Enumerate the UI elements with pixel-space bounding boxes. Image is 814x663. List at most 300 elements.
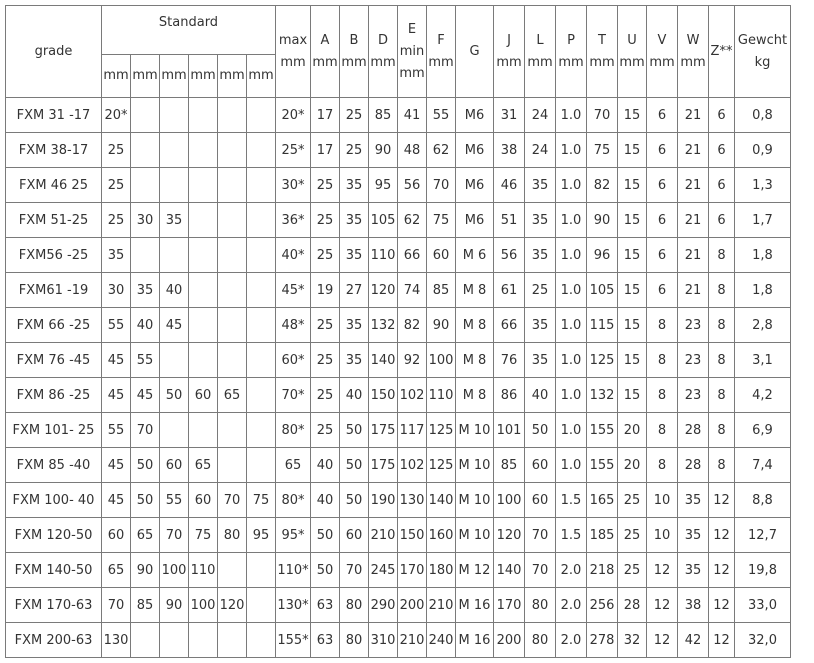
table-cell — [218, 448, 247, 483]
table-cell — [247, 203, 276, 238]
table-cell: 8 — [709, 238, 735, 273]
table-cell — [131, 168, 160, 203]
table-cell: 6 — [709, 133, 735, 168]
table-cell: 25 — [311, 168, 340, 203]
table-cell: 15 — [618, 168, 647, 203]
table-cell: 55 — [160, 483, 189, 518]
table-cell — [218, 343, 247, 378]
table-cell: 56 — [398, 168, 427, 203]
table-cell: 35 — [525, 168, 556, 203]
table-cell: 110 — [189, 553, 218, 588]
table-cell — [218, 133, 247, 168]
table-cell: 36* — [276, 203, 311, 238]
table-cell: 15 — [618, 343, 647, 378]
table-cell: 75 — [587, 133, 618, 168]
table-cell: 4,2 — [735, 378, 791, 413]
table-cell — [189, 623, 218, 658]
table-cell: M 8 — [456, 273, 494, 308]
table-cell — [247, 448, 276, 483]
table-cell: 0,8 — [735, 98, 791, 133]
table-cell: 85 — [369, 98, 398, 133]
table-cell: 21 — [678, 238, 709, 273]
table-cell: 1.0 — [556, 343, 587, 378]
table-cell: 6 — [709, 98, 735, 133]
table-cell — [131, 133, 160, 168]
table-cell — [247, 623, 276, 658]
table-cell: 55 — [131, 343, 160, 378]
table-cell: 40 — [311, 448, 340, 483]
table-cell — [189, 238, 218, 273]
table-cell: 12 — [647, 588, 678, 623]
table-cell: M 8 — [456, 343, 494, 378]
table-cell: 117 — [398, 413, 427, 448]
table-cell: 65 — [102, 553, 131, 588]
table-cell: 15 — [618, 98, 647, 133]
table-cell: 10 — [647, 483, 678, 518]
table-cell: 125 — [427, 448, 456, 483]
table-cell: 3,1 — [735, 343, 791, 378]
table-cell: 86 — [494, 378, 525, 413]
table-cell: 61 — [494, 273, 525, 308]
table-cell: 21 — [678, 168, 709, 203]
table-body — [6, 98, 791, 658]
table-row — [6, 238, 791, 273]
table-cell: 63 — [311, 588, 340, 623]
table-cell — [160, 343, 189, 378]
table-cell: 155 — [587, 448, 618, 483]
table-cell — [247, 98, 276, 133]
table-cell: 21 — [678, 273, 709, 308]
table-cell: M 6 — [456, 238, 494, 273]
table-cell: 218 — [587, 553, 618, 588]
table-row — [6, 98, 791, 133]
grade-cell: FXM 120-50 — [6, 518, 102, 553]
table-cell: 8 — [647, 308, 678, 343]
table-cell: 290 — [369, 588, 398, 623]
table-cell: 70 — [160, 518, 189, 553]
table-cell: 65 — [131, 518, 160, 553]
table-cell: 105 — [369, 203, 398, 238]
table-cell: 1.0 — [556, 273, 587, 308]
table-cell: 70 — [218, 483, 247, 518]
table-cell: 60 — [189, 483, 218, 518]
table-cell — [218, 238, 247, 273]
table-cell: 6 — [647, 203, 678, 238]
table-cell: M 10 — [456, 483, 494, 518]
table-cell: 35 — [678, 483, 709, 518]
header-z: Z** — [709, 6, 735, 98]
table-cell: 8 — [647, 378, 678, 413]
table-cell: 105 — [587, 273, 618, 308]
table-cell: 12 — [709, 553, 735, 588]
table-cell: 245 — [369, 553, 398, 588]
table-cell: M 10 — [456, 518, 494, 553]
table-cell: 30 — [131, 203, 160, 238]
table-cell: 55 — [102, 308, 131, 343]
table-cell: 1.5 — [556, 518, 587, 553]
table-cell: 48 — [398, 133, 427, 168]
table-cell: 65 — [189, 448, 218, 483]
table-cell: M 16 — [456, 588, 494, 623]
table-cell: 8 — [709, 448, 735, 483]
table-cell: 110* — [276, 553, 311, 588]
grade-cell: FXM 51-25 — [6, 203, 102, 238]
table-cell — [247, 133, 276, 168]
table-cell — [160, 623, 189, 658]
table-cell: 35 — [340, 168, 369, 203]
table-cell — [247, 238, 276, 273]
grade-cell: FXM 140-50 — [6, 553, 102, 588]
table-cell: 38 — [494, 133, 525, 168]
table-cell: 24 — [525, 98, 556, 133]
table-cell — [247, 308, 276, 343]
table-cell: 125 — [587, 343, 618, 378]
header-std-unit: mm — [247, 55, 276, 98]
table-cell: M6 — [456, 203, 494, 238]
table-cell: 1.0 — [556, 98, 587, 133]
table-cell: 25 — [618, 553, 647, 588]
table-cell: 45 — [160, 308, 189, 343]
table-cell: 23 — [678, 308, 709, 343]
table-cell — [218, 413, 247, 448]
table-cell: 40 — [160, 273, 189, 308]
table-cell: 35 — [102, 238, 131, 273]
header-f: F mm — [427, 6, 456, 98]
table-cell: 130 — [102, 623, 131, 658]
table-cell: 6 — [709, 203, 735, 238]
table-cell — [131, 238, 160, 273]
table-cell: 70 — [340, 553, 369, 588]
table-cell: 1.0 — [556, 238, 587, 273]
grade-cell: FXM 38-17 — [6, 133, 102, 168]
table-row — [6, 378, 791, 413]
table-cell: 85 — [131, 588, 160, 623]
table-cell: 1,8 — [735, 273, 791, 308]
table-cell: 35 — [340, 308, 369, 343]
header-standard: Standard — [102, 6, 276, 55]
grade-cell: FXM56 -25 — [6, 238, 102, 273]
table-cell: 6 — [647, 238, 678, 273]
table-cell: 95* — [276, 518, 311, 553]
table-cell: 120 — [369, 273, 398, 308]
table-cell: 17 — [311, 98, 340, 133]
table-cell: 1.0 — [556, 133, 587, 168]
table-cell: 25 — [340, 98, 369, 133]
table-cell: 110 — [369, 238, 398, 273]
header-row-1 — [6, 6, 791, 55]
table-cell: 31 — [494, 98, 525, 133]
table-cell: 35 — [525, 238, 556, 273]
table-cell: 155* — [276, 623, 311, 658]
table-cell: 82 — [587, 168, 618, 203]
table-cell: 200 — [398, 588, 427, 623]
table-cell: 46 — [494, 168, 525, 203]
table-cell: 15 — [618, 378, 647, 413]
table-cell: 25 — [311, 308, 340, 343]
table-cell: 15 — [618, 308, 647, 343]
grade-cell: FXM 200-63 — [6, 623, 102, 658]
table-cell: 130 — [398, 483, 427, 518]
table-cell: 48* — [276, 308, 311, 343]
table-cell: 12 — [709, 623, 735, 658]
table-cell: 66 — [494, 308, 525, 343]
table-cell: 278 — [587, 623, 618, 658]
table-cell: 32 — [618, 623, 647, 658]
table-cell: M6 — [456, 168, 494, 203]
table-cell: 100 — [160, 553, 189, 588]
table-cell — [189, 203, 218, 238]
table-cell — [247, 413, 276, 448]
table-cell: 19,8 — [735, 553, 791, 588]
table-cell — [247, 553, 276, 588]
table-cell: M6 — [456, 133, 494, 168]
table-cell: 75 — [427, 203, 456, 238]
table-cell: 90 — [131, 553, 160, 588]
table-cell: 80 — [340, 623, 369, 658]
table-cell: 6 — [709, 168, 735, 203]
table-row — [6, 553, 791, 588]
table-cell: 38 — [678, 588, 709, 623]
table-cell — [189, 133, 218, 168]
header-std-unit: mm — [218, 55, 247, 98]
table-cell: 80 — [525, 588, 556, 623]
table-cell: 21 — [678, 133, 709, 168]
table-cell: 45 — [102, 483, 131, 518]
header-weight: Gewcht kg — [735, 6, 791, 98]
grade-cell: FXM 86 -25 — [6, 378, 102, 413]
table-row — [6, 168, 791, 203]
header-v: V mm — [647, 6, 678, 98]
table-row — [6, 448, 791, 483]
table-cell: 25 — [618, 518, 647, 553]
table-cell: 70 — [587, 98, 618, 133]
table-cell: 51 — [494, 203, 525, 238]
table-cell: 140 — [494, 553, 525, 588]
table-cell — [189, 308, 218, 343]
table-row — [6, 308, 791, 343]
table-cell: 35 — [160, 203, 189, 238]
table-cell: 210 — [398, 623, 427, 658]
grade-cell: FXM 85 -40 — [6, 448, 102, 483]
grade-cell: FXM 170-63 — [6, 588, 102, 623]
table-cell: 160 — [427, 518, 456, 553]
table-cell: 70 — [525, 553, 556, 588]
table-cell: 23 — [678, 378, 709, 413]
header-e: E min mm — [398, 6, 427, 98]
table-cell: 65 — [218, 378, 247, 413]
table-row — [6, 518, 791, 553]
table-cell: 25 — [102, 203, 131, 238]
table-cell: 45 — [102, 448, 131, 483]
table-cell: 170 — [398, 553, 427, 588]
grade-cell: FXM 101- 25 — [6, 413, 102, 448]
table-cell: 256 — [587, 588, 618, 623]
table-cell: 62 — [427, 133, 456, 168]
table-cell: 80 — [218, 518, 247, 553]
table-cell: 2.0 — [556, 588, 587, 623]
table-cell: 15 — [618, 133, 647, 168]
table-cell: 75 — [247, 483, 276, 518]
table-cell: 40 — [131, 308, 160, 343]
header-std-unit: mm — [189, 55, 218, 98]
table-cell: 19 — [311, 273, 340, 308]
table-cell: 55 — [102, 413, 131, 448]
header-g: G — [456, 6, 494, 98]
table-cell: 12 — [709, 588, 735, 623]
table-cell: 92 — [398, 343, 427, 378]
table-cell: 80* — [276, 483, 311, 518]
table-cell: 24 — [525, 133, 556, 168]
table-cell: 25 — [311, 413, 340, 448]
table-cell — [218, 553, 247, 588]
table-cell: 115 — [587, 308, 618, 343]
table-cell: 21 — [678, 203, 709, 238]
table-cell: 85 — [427, 273, 456, 308]
table-cell: 60 — [160, 448, 189, 483]
table-cell — [189, 98, 218, 133]
table-cell: 15 — [618, 238, 647, 273]
table-cell: 102 — [398, 378, 427, 413]
table-cell: 50 — [340, 448, 369, 483]
table-cell: 50 — [340, 413, 369, 448]
header-w: W mm — [678, 6, 709, 98]
table-row — [6, 273, 791, 308]
table-cell: 20 — [618, 448, 647, 483]
table-cell — [218, 273, 247, 308]
table-row — [6, 588, 791, 623]
table-cell: 20 — [618, 413, 647, 448]
header-p: P mm — [556, 6, 587, 98]
table-cell: 66 — [398, 238, 427, 273]
table-cell: 74 — [398, 273, 427, 308]
table-cell: M 10 — [456, 413, 494, 448]
table-cell: 50 — [311, 518, 340, 553]
table-cell: 23 — [678, 343, 709, 378]
table-cell: 132 — [369, 308, 398, 343]
table-cell — [189, 343, 218, 378]
table-cell: 70 — [131, 413, 160, 448]
table-cell: 90 — [369, 133, 398, 168]
table-cell: 1,8 — [735, 238, 791, 273]
table-cell: 12 — [647, 553, 678, 588]
table-row — [6, 483, 791, 518]
header-j: J mm — [494, 6, 525, 98]
table-cell — [189, 168, 218, 203]
table-cell: 28 — [678, 413, 709, 448]
table-cell: 101 — [494, 413, 525, 448]
table-cell: 310 — [369, 623, 398, 658]
table-cell: 45* — [276, 273, 311, 308]
table-cell — [218, 168, 247, 203]
grade-cell: FXM 31 -17 — [6, 98, 102, 133]
table-cell: 65 — [276, 448, 311, 483]
table-cell: 20* — [102, 98, 131, 133]
table-cell: 45 — [102, 343, 131, 378]
table-cell: 50 — [160, 378, 189, 413]
table-cell: 210 — [369, 518, 398, 553]
table-cell: 25 — [102, 133, 131, 168]
table-cell: 35 — [525, 308, 556, 343]
header-l: L mm — [525, 6, 556, 98]
table-cell: 70 — [525, 518, 556, 553]
table-cell — [189, 273, 218, 308]
table-cell: 90 — [427, 308, 456, 343]
table-cell: 1.0 — [556, 203, 587, 238]
table-cell: M 10 — [456, 448, 494, 483]
table-cell: 25 — [340, 133, 369, 168]
table-cell: 70 — [102, 588, 131, 623]
table-cell: 10 — [647, 518, 678, 553]
table-cell: M 8 — [456, 308, 494, 343]
table-cell: 60 — [525, 483, 556, 518]
table-cell: 20* — [276, 98, 311, 133]
table-cell: 15 — [618, 203, 647, 238]
table-cell: 96 — [587, 238, 618, 273]
table-cell: 8 — [647, 343, 678, 378]
table-cell: 50 — [311, 553, 340, 588]
table-cell: 55 — [427, 98, 456, 133]
table-cell: M 8 — [456, 378, 494, 413]
table-cell: 1,7 — [735, 203, 791, 238]
table-cell: 32,0 — [735, 623, 791, 658]
table-cell: M6 — [456, 98, 494, 133]
table-cell — [247, 273, 276, 308]
table-cell: 8 — [709, 308, 735, 343]
table-cell: 30 — [102, 273, 131, 308]
table-cell: M 12 — [456, 553, 494, 588]
grade-cell: FXM 46 25 — [6, 168, 102, 203]
grade-cell: FXM61 -19 — [6, 273, 102, 308]
table-cell: 25 — [102, 168, 131, 203]
table-cell: 35 — [340, 203, 369, 238]
table-cell: 25 — [311, 343, 340, 378]
table-cell: 100 — [189, 588, 218, 623]
table-cell: 40* — [276, 238, 311, 273]
table-cell: 45 — [131, 378, 160, 413]
table-cell: 85 — [494, 448, 525, 483]
table-cell: 80 — [525, 623, 556, 658]
table-cell — [218, 623, 247, 658]
table-cell: 100 — [494, 483, 525, 518]
table-cell: 8 — [709, 273, 735, 308]
table-cell: 60 — [189, 378, 218, 413]
header-grade: grade — [6, 6, 102, 98]
table-cell: 60 — [525, 448, 556, 483]
table-cell: 175 — [369, 413, 398, 448]
table-cell: 35 — [131, 273, 160, 308]
table-cell: 42 — [678, 623, 709, 658]
table-cell: 140 — [369, 343, 398, 378]
table-cell: 6 — [647, 273, 678, 308]
table-cell: 1.0 — [556, 378, 587, 413]
table-cell: 1,3 — [735, 168, 791, 203]
table-cell — [247, 588, 276, 623]
table-cell: 80* — [276, 413, 311, 448]
table-cell — [247, 378, 276, 413]
table-cell: 140 — [427, 483, 456, 518]
table-cell: 21 — [678, 98, 709, 133]
table-cell: 35 — [678, 518, 709, 553]
header-a: A mm — [311, 6, 340, 98]
table-cell: 76 — [494, 343, 525, 378]
table-cell: 12 — [709, 518, 735, 553]
header-std-unit: mm — [102, 55, 131, 98]
table-cell: 50 — [131, 483, 160, 518]
table-cell: 56 — [494, 238, 525, 273]
table-cell: 120 — [494, 518, 525, 553]
table-cell: 33,0 — [735, 588, 791, 623]
table-cell: 90 — [160, 588, 189, 623]
